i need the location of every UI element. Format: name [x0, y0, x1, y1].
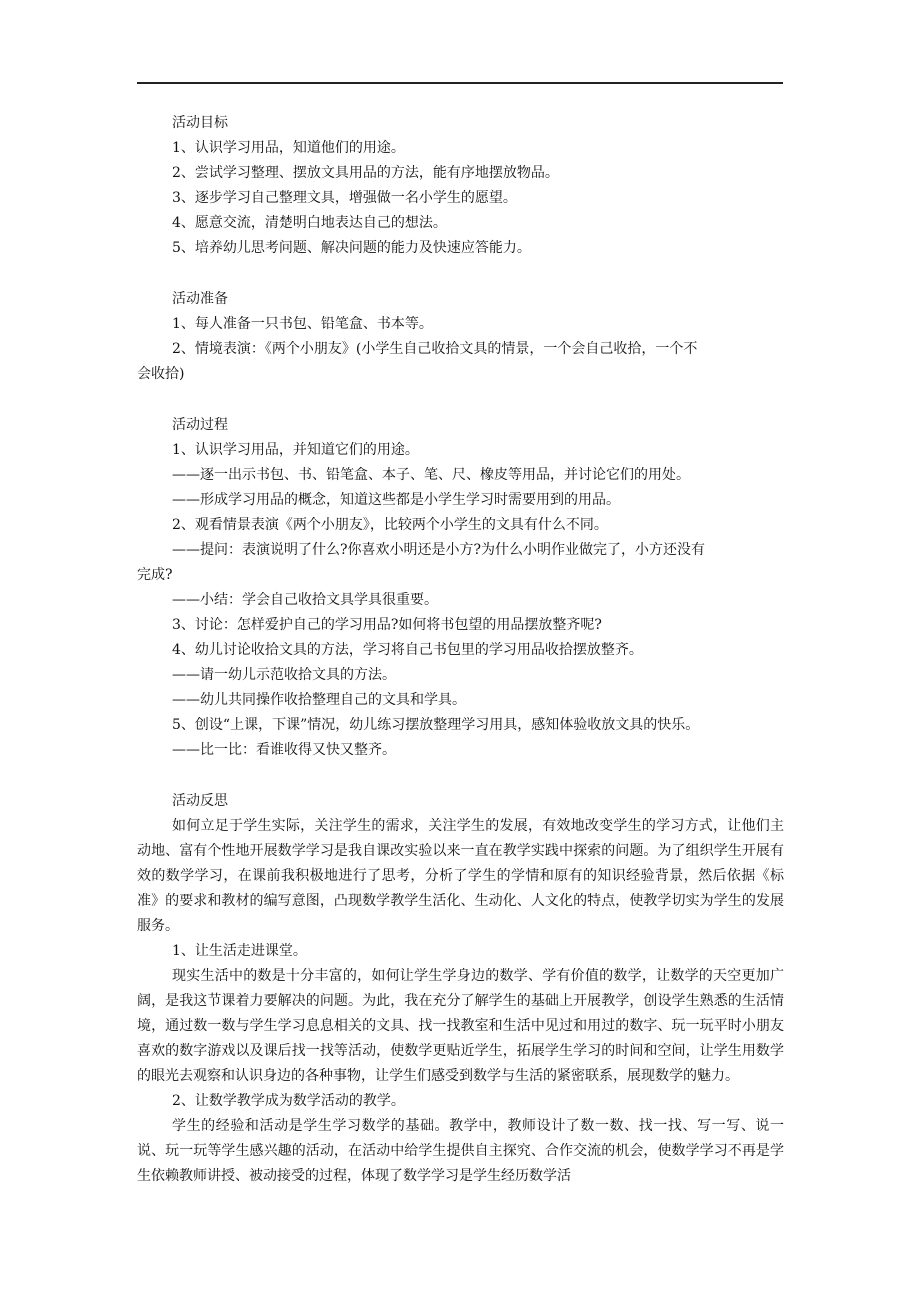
- reflection-paragraph: 如何立足于学生实际，关注学生的需求，关注学生的发展，有效地改变学生的学习方式，让他们主动地、富有个性地开展数学学习是我自课改实验以来一直在教学实践中探索的问题。为了组织学生开展有效的数学学习，在课前我积极地进行了思考，分析了学生的学情和原有的知识经验背景，然后依据《标准》的要求和教材的编写意图，凸现数学教学生活化、生动化、人文化的特点，使教学切实为学生的发展服务。: [137, 818, 784, 934]
- goal-item: 2、尝试学习整理、摆放文具用品的方法，能有序地摆放物品。: [172, 165, 559, 181]
- reflection-subheading: 1、让生活走进课堂。: [172, 943, 307, 959]
- process-line: 4、幼儿讨论收拾文具的方法，学习将自己书包里的学习用品收拾摆放整齐。: [172, 642, 643, 658]
- prep-item: 2、情境表演：《两个小朋友》(小学生自己收拾文具的情景，一个会自己收拾，一个不: [172, 341, 698, 357]
- document-body: [137, 111, 784, 1189]
- process-line-continuation: 完成?: [137, 567, 173, 583]
- header-rule: [137, 82, 783, 84]
- process-line: ——比一比：看谁收得又快又整齐。: [172, 742, 396, 758]
- goal-item: 4、愿意交流，清楚明白地表达自己的想法。: [172, 215, 447, 231]
- process-line: 3、讨论：怎样爱护自己的学习用品?如何将书包望的用品摆放整齐呢?: [172, 617, 602, 633]
- prep-item-continuation: 会收拾): [137, 366, 185, 382]
- reflection-paragraph: 学生的经验和活动是学生学习数学的基础。教学中，教师设计了数一数、找一找、写一写、说一说、玩一玩等学生感兴趣的活动，在活动中给学生提供自主探究、合作交流的机会，使数学学习不再是学生依赖教师讲授、被动接受的过程，体现了数学学习是学生经历数学活: [137, 1118, 784, 1184]
- process-line: ——幼儿共同操作收拾整理自己的文具和学具。: [172, 692, 466, 708]
- process-line: ——逐一出示书包、书、铅笔盒、本子、笔、尺、橡皮等用品，并讨论它们的用处。: [172, 467, 690, 483]
- prep-item: 1、每人准备一只书包、铅笔盒、书本等。: [172, 316, 433, 332]
- goal-item: 1、认识学习用品，知道他们的用途。: [172, 140, 405, 156]
- section-goals: [172, 111, 784, 261]
- process-line: 2、观看情景表演《两个小朋友》，比较两个小学生的文具有什么不同。: [172, 517, 608, 533]
- section-process: [137, 413, 784, 763]
- process-line: ——请一幼儿示范收拾文具的方法。: [172, 667, 396, 683]
- reflection-heading: 活动反思: [172, 793, 228, 809]
- goal-item: 3、逐步学习自己整理文具，增强做一名小学生的愿望。: [172, 190, 517, 206]
- reflection-subheading: 2、让数学教学成为数学活动的教学。: [172, 1093, 405, 1109]
- prep-heading: 活动准备: [172, 291, 228, 307]
- goals-heading: 活动目标: [172, 115, 228, 131]
- process-line: ——小结：学会自己收拾文具学具很重要。: [172, 592, 438, 608]
- section-reflection: [137, 789, 784, 1189]
- process-line: ——形成学习用品的概念，知道这些都是小学生学习时需要用到的用品。: [172, 492, 620, 508]
- process-line: 1、认识学习用品，并知道它们的用途。: [172, 442, 419, 458]
- reflection-paragraph: 现实生活中的数是十分丰富的，如何让学生学身边的数学、学有价值的数学，让数学的天空更加广阔，是我这节课着力要解决的问题。为此，我在充分了解学生的基础上开展教学，创设学生熟悉的生活情境，通过数一数与学生学习息息相关的文具、找一找教室和生活中见过和用过的数字、玩一玩平时小朋友喜欢的数字游戏以及课后找一找等活动，使数学更贴近学生，拓展学生学习的时间和空间，让学生用数学的眼光去观察和认识身边的各种事物，让学生们感受到数学与生活的紧密联系，展现数学的魅力。: [137, 968, 784, 1084]
- process-heading: 活动过程: [172, 417, 228, 433]
- process-line: 5、创设“上课，下课”情况，幼儿练习摆放整理学习用具，感知体验收放文具的快乐。: [172, 717, 700, 733]
- goal-item: 5、培养幼儿思考问题、解决问题的能力及快速应答能力。: [172, 240, 531, 256]
- section-prep: [137, 287, 784, 387]
- process-line: ——提问：表演说明了什么?你喜欢小明还是小方?为什么小明作业做完了，小方还没有: [172, 542, 706, 558]
